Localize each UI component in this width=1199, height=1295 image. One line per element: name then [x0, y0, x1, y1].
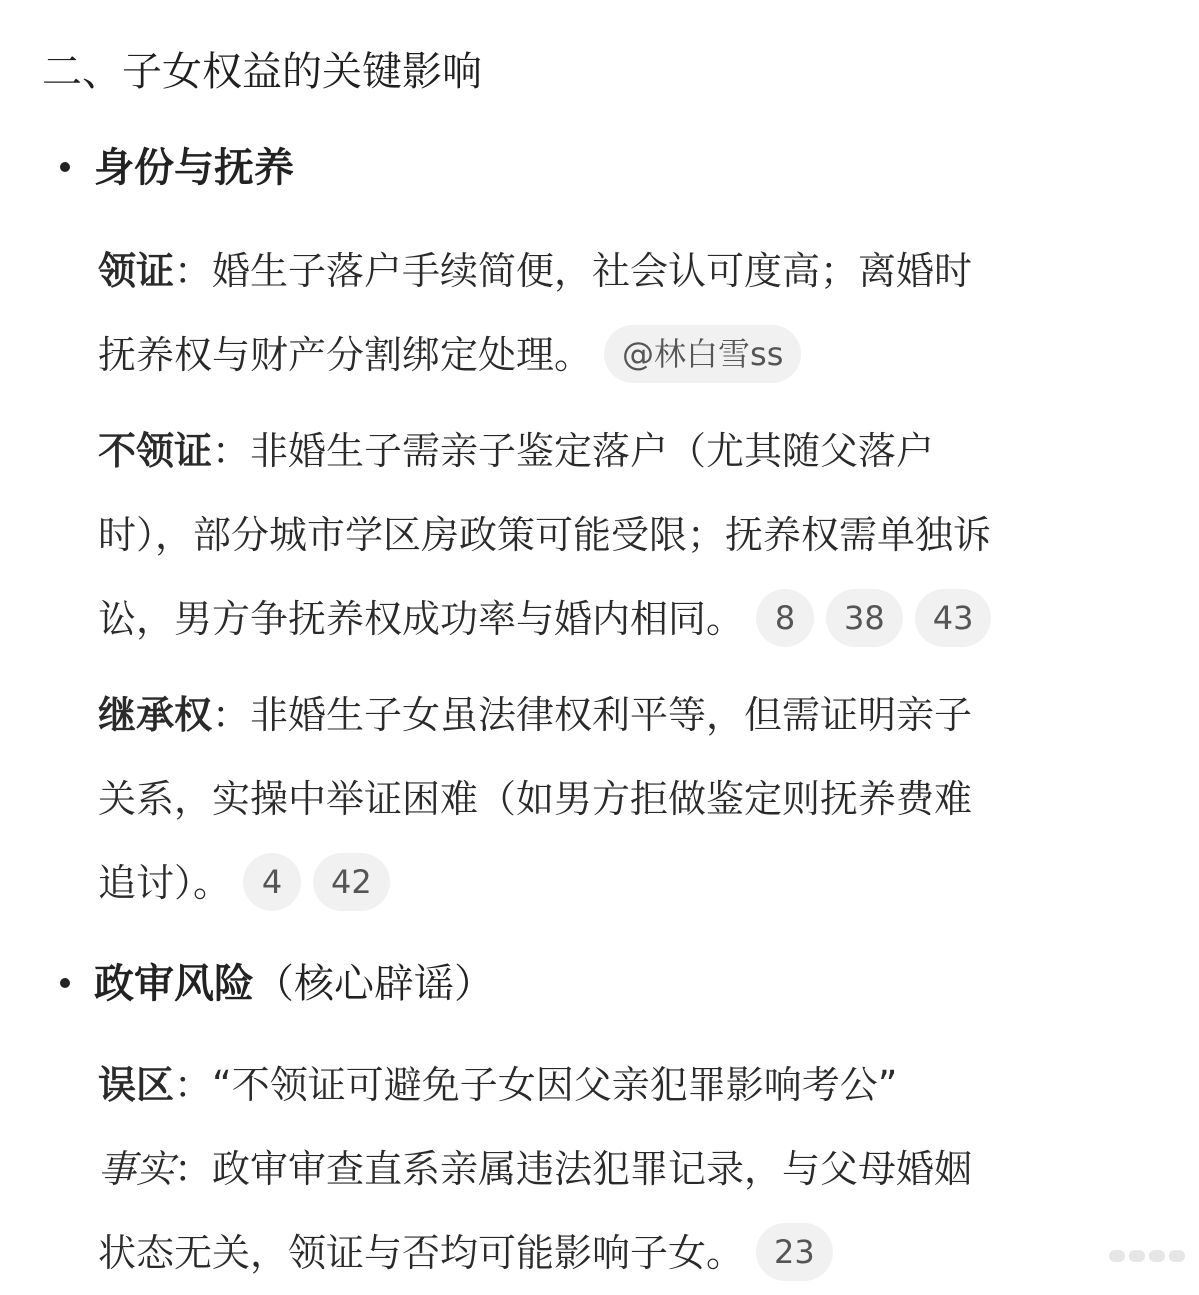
paragraph-fact: [98, 1127, 1178, 1295]
bullet-title: 政审风险: [94, 961, 254, 1007]
term-married: 领证: [98, 249, 175, 293]
paragraph-text: ：婚生子落户手续简便，社会认可度高；离婚时: [174, 249, 973, 293]
watermark-dots: [1109, 1250, 1185, 1262]
paragraph-text: 讼，男方争抚养权成功率与婚内相同。: [98, 597, 745, 641]
citation-chip[interactable]: 4: [243, 853, 301, 911]
paragraph-married: [98, 229, 1178, 397]
citation-chip[interactable]: 23: [756, 1223, 833, 1281]
paragraph-text: 关系，实操中举证困难（如男方拒做鉴定则抚养费难: [98, 777, 973, 821]
term-fact: 事实: [98, 1147, 175, 1191]
bullet-item-review: [60, 956, 494, 1012]
section-heading: 二、子女权益的关键影响: [42, 49, 482, 95]
bullet-dot: [60, 978, 70, 988]
bullet-item-identity: [60, 140, 294, 196]
citation-chip[interactable]: 38: [826, 589, 903, 647]
paragraph-text: 时），部分城市学区房政策可能受限；抚养权需单独诉: [98, 513, 992, 557]
paragraph-text: ：非婚生子需亲子鉴定落户（尤其随父落户: [212, 429, 935, 473]
paragraph-text: ：政审审查直系亲属违法犯罪记录，与父母婚姻: [174, 1147, 973, 1191]
bullet-dot: [60, 162, 70, 172]
citation-chip[interactable]: 43: [915, 589, 992, 647]
term-unmarried: 不领证: [98, 429, 213, 473]
paragraph-inheritance: [98, 673, 1178, 925]
paragraph-text: ：非婚生子女虽法律权利平等，但需证明亲子: [212, 693, 973, 737]
paragraph-text: ：“不领证可避免子女因父亲犯罪影响考公”: [174, 1063, 898, 1107]
term-inheritance: 继承权: [98, 693, 213, 737]
bullet-title: 身份与抚养: [94, 145, 294, 191]
paragraph-unmarried: [98, 409, 1178, 661]
bullet-title-suffix: （核心辟谣）: [254, 961, 494, 1007]
paragraph-text: 状态无关，领证与否均可能影响子女。: [98, 1231, 745, 1275]
citation-chip[interactable]: 8: [756, 589, 814, 647]
citation-chip[interactable]: 42: [313, 853, 390, 911]
paragraph-text: 追讨）。: [98, 861, 232, 905]
citation-chip[interactable]: @林白雪ss: [604, 325, 801, 383]
paragraph-myth: [98, 1043, 1178, 1127]
paragraph-text: 抚养权与财产分割绑定处理。: [98, 333, 593, 377]
term-myth: 误区: [98, 1063, 175, 1107]
